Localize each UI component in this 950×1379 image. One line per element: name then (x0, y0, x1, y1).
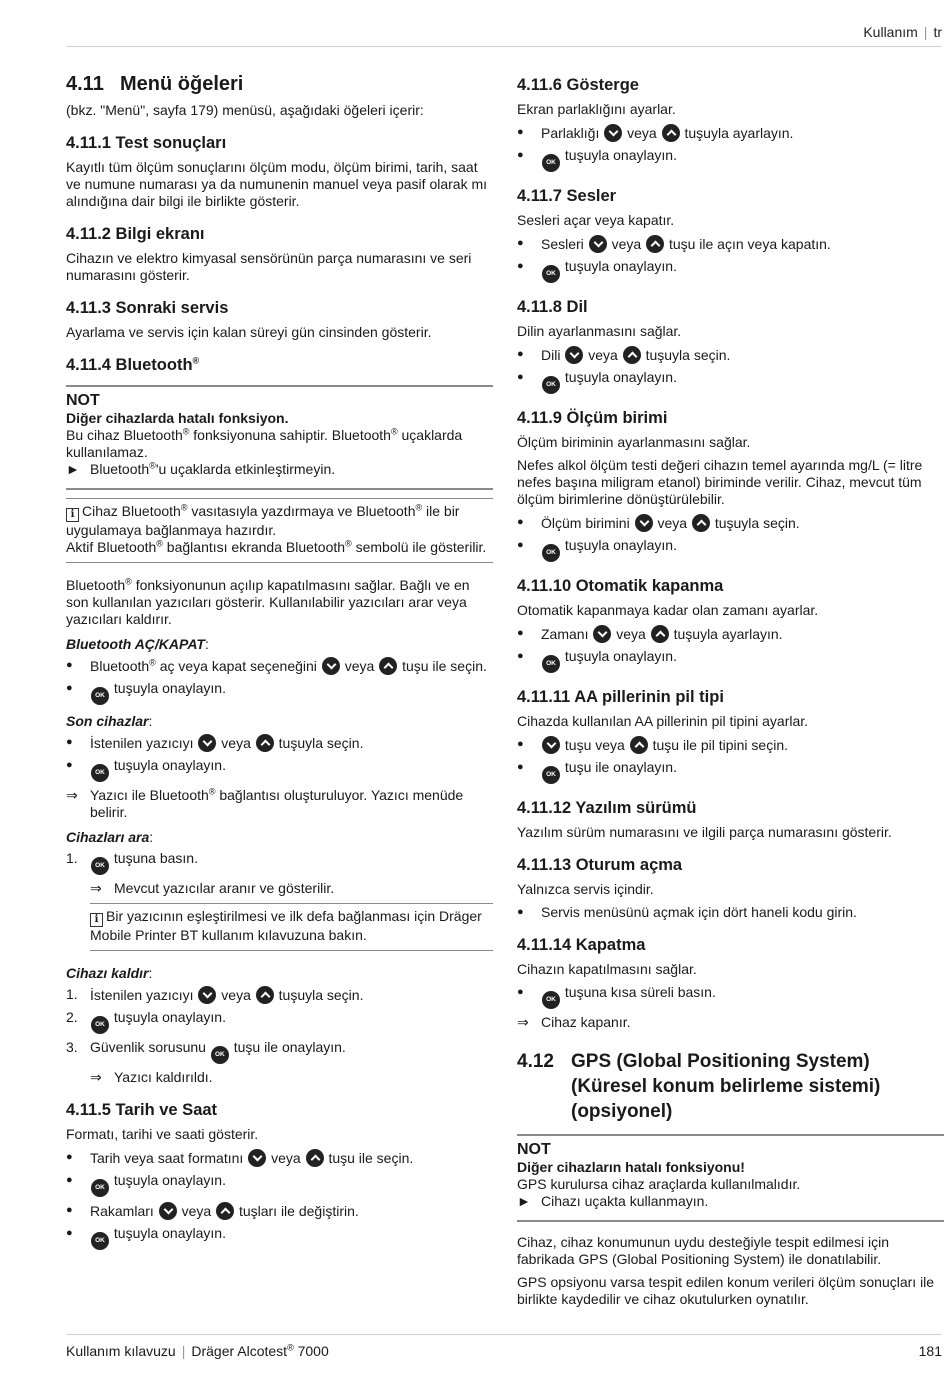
info-screen-text: Cihazın ve elektro kimyasal sensörünün parça numarasını ve seri numarasını gösterir. (66, 250, 472, 283)
down-button-icon (198, 734, 216, 752)
note-label: NOT (66, 392, 100, 409)
printer-pairing-info-box: i Bir yazıcının eşleştirilmesi ve ilk defa bağlanması için Dräger Mobile Printer BT kullanım kılavuzuna bakın. (90, 903, 493, 951)
bluetooth-info-box: i Cihaz Bluetooth® vasıtasıyla yazdırmaya ve Bluetooth® ile bir uygulamaya bağlanmaya hazırdır. Aktif Bluetooth® bağlantısı ekranda Bluetooth® sembolü ile gösterilir. (66, 498, 493, 563)
list-item: ● OK tuşuyla onaylayın. (517, 648, 944, 673)
ok-button-icon: OK (91, 1232, 109, 1250)
list-item: 3. Güvenlik sorusunu OK tuşu ile onaylayın. (66, 1039, 493, 1064)
manual-title: Kullanım kılavuzu (66, 1343, 176, 1359)
header-separator: | (923, 24, 928, 40)
note-subtitle: Diğer cihazlarda hatalı fonksiyon. (66, 410, 289, 426)
right-column (517, 72, 944, 1314)
ok-button-icon: OK (542, 655, 560, 673)
down-button-icon (322, 657, 340, 675)
list-item: ● Bluetooth® aç veya kapat seçeneğini veya tuşu ile seçin. (66, 657, 487, 674)
ok-button-icon: OK (91, 764, 109, 782)
measurement-unit-steps (517, 514, 944, 562)
battery-type-text: Cihazda kullanılan AA pillerinin pil tipini ayarlar. (517, 713, 809, 729)
list-item: ● OK tuşuyla onaylayın. (66, 1172, 493, 1197)
search-devices-label: Cihazları ara: (66, 829, 154, 845)
page-header (863, 24, 942, 40)
triangle-arrow-icon: ► (66, 461, 80, 477)
ok-button-icon: OK (91, 1179, 109, 1197)
recent-devices-result: ⇒ Yazıcı ile Bluetooth® bağlantısı oluşturuluyor. Yazıcı menüde belirir. (66, 786, 464, 820)
auto-off-steps (517, 625, 944, 673)
list-item: ● OK tuşuyla onaylayın. (66, 757, 493, 782)
down-button-icon (248, 1149, 266, 1167)
sounds-heading: 4.11.7 Sesler (517, 187, 617, 205)
result-arrow-icon: ⇒ (517, 1014, 529, 1030)
list-item: ● tuşu veya tuşu ile pil tipini seçin. (517, 737, 789, 753)
recent-devices-steps (66, 734, 493, 782)
bluetooth-onoff-steps (66, 657, 493, 705)
up-button-icon (651, 625, 669, 643)
list-item: 2. OK tuşuyla onaylayın. (66, 1009, 493, 1034)
gps-paragraph-2: GPS opsiyonu varsa tespit edilen konum verileri ölçüm sonuçları ile birlikte kaydedilir ve cihaz okutulurken oynatılır. (517, 1274, 935, 1307)
auto-off-heading: 4.11.10 Otomatik kapanma (517, 577, 724, 595)
up-button-icon (256, 986, 274, 1004)
measurement-unit-detail: Nefes alkol ölçüm testi değeri cihazın temel ayarında mg/L (= litre nefes başına miligram etanol) biriminde verilir. Cihaz, mevcut tüm ölçüm birimlerine dönüştürülebilir. (517, 457, 923, 507)
list-item: ● OK tuşuyla onaylayın. (517, 537, 944, 562)
info-icon: i (66, 508, 79, 522)
info-screen-heading: 4.11.2 Bilgi ekranı (66, 225, 205, 243)
product-name: Dräger Alcotest® 7000 (191, 1342, 329, 1359)
info-icon: i (90, 913, 103, 927)
test-results-text: Kayıtlı tüm ölçüm sonuçlarını ölçüm modu, ölçüm birimi, tarih, saat ve numune numarası ya da numunenin manuel veya pasif olarak mı alındığına dair bilgi ile birlikte gösterir. (66, 159, 488, 209)
list-item: ● OK tuşuyla onaylayın. (517, 258, 944, 283)
header-rule (66, 46, 942, 47)
language-code: tr (933, 24, 942, 40)
list-item: ● Dili veya tuşuyla seçin. (517, 347, 731, 363)
list-item: ● OK tuşuyla onaylayın. (66, 680, 493, 705)
login-heading: 4.11.13 Oturum açma (517, 856, 683, 874)
note-action: ► Cihazı uçakta kullanmayın. (517, 1193, 709, 1209)
bluetooth-warning-note (66, 385, 493, 490)
gps-paragraph-1: Cihaz, cihaz konumunun uydu desteğiyle tespit edilmesi için fabrikada GPS (Global Positioning System) ile donatılabilir. (517, 1234, 889, 1267)
login-text: Yalnızca servis içindir. (517, 881, 654, 897)
sounds-text: Sesleri açar veya kapatır. (517, 212, 675, 228)
triangle-arrow-icon: ► (517, 1193, 531, 1209)
section-4-11-intro: (bkz. "Menü", sayfa 179) menüsü, aşağıdaki öğeleri içerir: (66, 102, 424, 118)
note-label: NOT (517, 1141, 551, 1158)
note-action: ► Bluetooth®'u uçaklarda etkinleştirmeyin. (66, 460, 336, 477)
down-button-icon (604, 124, 622, 142)
date-time-heading: 4.11.5 Tarih ve Saat (66, 1101, 218, 1119)
list-item: ● Rakamları veya tuşları ile değiştirin. (66, 1203, 359, 1219)
list-item: ● Ölçüm birimini veya tuşuyla seçin. (517, 515, 800, 531)
down-button-icon (542, 736, 560, 754)
display-text: Ekran parlaklığını ayarlar. (517, 101, 676, 117)
remove-device-label: Cihazı kaldır: (66, 965, 153, 981)
sounds-steps (517, 235, 944, 283)
shutdown-result: ⇒ Cihaz kapanır. (517, 1014, 631, 1030)
ok-button-icon: OK (542, 766, 560, 784)
recent-devices-label: Son cihazlar: (66, 713, 153, 729)
list-item: ● OK tuşuyla onaylayın. (517, 369, 944, 394)
ok-button-icon: OK (542, 544, 560, 562)
measurement-unit-text: Ölçüm biriminin ayarlanmasını sağlar. (517, 434, 751, 450)
list-item: ● OK tuşuna kısa süreli basın. (517, 984, 944, 1009)
section-4-12-heading: 4.12 GPS (Global Positioning System) (Küresel konum belirleme sistemi) (opsiyonel) (517, 1051, 881, 1122)
footer-rule (66, 1334, 942, 1335)
remove-device-result: ⇒ Yazıcı kaldırıldı. (90, 1069, 213, 1085)
note-text: Bu cihaz Bluetooth® fonksiyonuna sahiptir. Bluetooth® uçaklarda kullanılamaz. (66, 426, 463, 460)
login-steps (517, 904, 944, 921)
page-number: 181 (918, 1343, 942, 1359)
remove-device-steps (66, 986, 493, 1064)
search-devices-result: ⇒ Mevcut yazıcılar aranır ve gösterilir. (90, 880, 335, 896)
up-button-icon (216, 1202, 234, 1220)
down-button-icon (198, 986, 216, 1004)
ok-button-icon: OK (211, 1046, 229, 1064)
down-button-icon (565, 346, 583, 364)
shutdown-steps (517, 984, 944, 1009)
list-item: ● Zamanı veya tuşuyla ayarlayın. (517, 626, 783, 642)
ok-button-icon: OK (542, 265, 560, 283)
shutdown-heading: 4.11.14 Kapatma (517, 936, 646, 954)
ok-button-icon: OK (542, 376, 560, 394)
list-item: ● OK tuşuyla onaylayın. (517, 147, 944, 172)
battery-type-heading: 4.11.11 AA pillerinin pil tipi (517, 688, 724, 706)
up-button-icon (379, 657, 397, 675)
gps-warning-note (517, 1134, 944, 1222)
date-time-steps (66, 1149, 493, 1250)
date-time-text: Formatı, tarihi ve saati gösterir. (66, 1126, 259, 1142)
down-button-icon (589, 235, 607, 253)
list-item: ● İstenilen yazıcıyı veya tuşuyla seçin. (66, 735, 364, 751)
down-button-icon (635, 514, 653, 532)
language-text: Dilin ayarlanmasını sağlar. (517, 323, 682, 339)
list-item: ● Servis menüsünü açmak için dört haneli kodu girin. (517, 904, 857, 920)
ok-button-icon: OK (91, 687, 109, 705)
next-service-heading: 4.11.3 Sonraki servis (66, 299, 229, 317)
shutdown-text: Cihazın kapatılmasını sağlar. (517, 961, 697, 977)
list-item: ● OK tuşu ile onaylayın. (517, 759, 944, 784)
up-button-icon (630, 736, 648, 754)
language-heading: 4.11.8 Dil (517, 298, 588, 316)
up-button-icon (646, 235, 664, 253)
note-text: GPS kurulursa cihaz araçlarda kullanılmalıdır. (517, 1176, 801, 1192)
bluetooth-heading: 4.11.4 Bluetooth® (66, 355, 200, 374)
result-arrow-icon: ⇒ (90, 880, 102, 896)
list-item: ● Sesleri veya tuşu ile açın veya kapatın. (517, 236, 831, 252)
left-column (66, 72, 493, 1255)
chapter-label: Kullanım (863, 24, 918, 40)
down-button-icon (159, 1202, 177, 1220)
up-button-icon (662, 124, 680, 142)
result-arrow-icon: ⇒ (66, 787, 78, 803)
footer-separator: | (181, 1343, 186, 1359)
display-steps (517, 124, 944, 172)
ok-button-icon: OK (542, 154, 560, 172)
list-item: 1. İstenilen yazıcıyı veya tuşuyla seçin. (66, 986, 364, 1003)
up-button-icon (692, 514, 710, 532)
software-version-text: Yazılım sürüm numarasını ve ilgili parça numarasını gösterir. (517, 824, 892, 840)
search-devices-steps (66, 850, 493, 875)
result-arrow-icon: ⇒ (90, 1069, 102, 1085)
note-subtitle: Diğer cihazların hatalı fonksiyonu! (517, 1159, 745, 1175)
list-item: 1. OK tuşuna basın. (66, 850, 493, 875)
list-item: ● Tarih veya saat formatını veya tuşu ile seçin. (66, 1150, 414, 1166)
auto-off-text: Otomatik kapanmaya kadar olan zamanı ayarlar. (517, 602, 819, 618)
measurement-unit-heading: 4.11.9 Ölçüm birimi (517, 409, 668, 427)
up-button-icon (306, 1149, 324, 1167)
ok-button-icon: OK (91, 1016, 109, 1034)
ok-button-icon: OK (91, 857, 109, 875)
down-button-icon (593, 625, 611, 643)
display-heading: 4.11.6 Gösterge (517, 76, 639, 94)
list-item: ● OK tuşuyla onaylayın. (66, 1225, 493, 1250)
software-version-heading: 4.11.12 Yazılım sürümü (517, 799, 697, 817)
section-4-11-heading: 4.11 Menü öğeleri (66, 73, 244, 95)
next-service-text: Ayarlama ve servis için kalan süreyi gün cinsinden gösterir. (66, 324, 432, 340)
list-item: ● Parlaklığı veya tuşuyla ayarlayın. (517, 125, 794, 141)
battery-type-steps (517, 736, 944, 784)
ok-button-icon: OK (542, 991, 560, 1009)
bluetooth-onoff-label: Bluetooth AÇ/KAPAT: (66, 636, 209, 652)
page-footer (66, 1343, 329, 1359)
test-results-heading: 4.11.1 Test sonuçları (66, 134, 227, 152)
language-steps (517, 346, 944, 394)
bluetooth-description: Bluetooth® fonksiyonunun açılıp kapatılmasını sağlar. Bağlı ve en son kullanılan yazıcıları gösterir. Kullanılabilir yazıcıları arar veya yazıcıları kaldırır. (66, 576, 470, 627)
up-button-icon (256, 734, 274, 752)
up-button-icon (623, 346, 641, 364)
